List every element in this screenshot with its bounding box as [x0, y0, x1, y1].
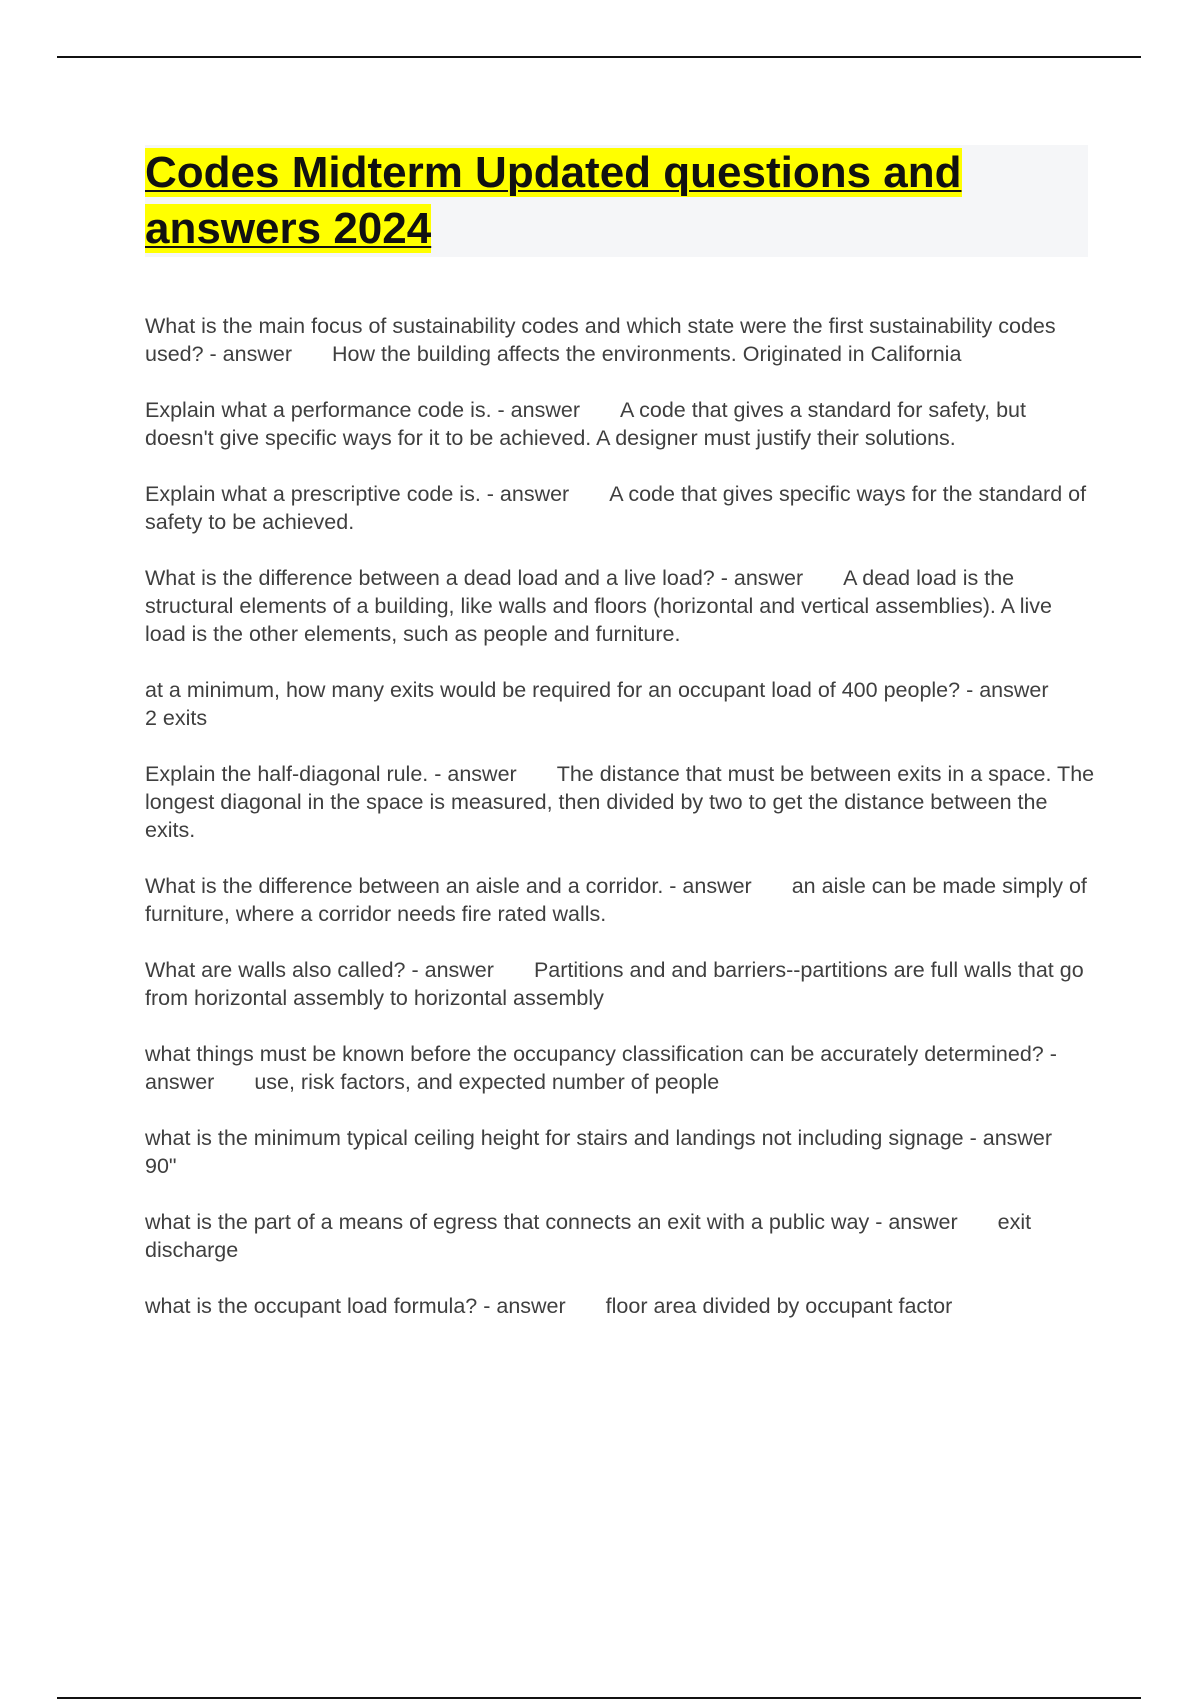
- qa-item: [145, 480, 1095, 536]
- question-text: what is the part of a means of egress that connects an exit with a public way - answer: [145, 1210, 958, 1234]
- question-text: What is the difference between an aisle and a corridor. - answer: [145, 874, 752, 898]
- answer-text: The distance that must be between exits in a space. The longest diagonal in the space is measured, then divided by two to get the distance between the exits.: [145, 762, 1095, 842]
- qa-item: [145, 956, 1095, 1012]
- answer-text: A code that gives a standard for safety, but doesn't give specific ways for it to be achieved. A designer must justify their solutions.: [145, 398, 1026, 450]
- answer-text: use, risk factors, and expected number of people: [254, 1070, 720, 1094]
- top-rule: [57, 56, 1141, 58]
- qa-item: [145, 564, 1095, 648]
- answer-text: A code that gives specific ways for the standard of safety to be achieved.: [145, 482, 1087, 534]
- question-text: Explain what a prescriptive code is. - answer: [145, 482, 570, 506]
- qa-item: [145, 396, 1095, 452]
- question-text: What are walls also called? - answer: [145, 958, 494, 982]
- answer-text: 2 exits: [145, 706, 208, 730]
- qa-item: [145, 312, 1095, 368]
- answer-text: Partitions and and barriers--partitions are full walls that go from horizontal assembly to horizontal assembly: [145, 958, 1084, 1010]
- answer-text: floor area divided by occupant factor: [605, 1294, 953, 1318]
- qa-list: [145, 312, 1095, 1348]
- question-text: Explain the half-diagonal rule. - answer: [145, 762, 517, 786]
- question-text: what is the minimum typical ceiling height for stairs and landings not including signage - answer: [145, 1126, 1053, 1150]
- document-title-text: Codes Midterm Updated questions and answers 2024: [145, 148, 962, 253]
- answer-text: an aisle can be made simply of furniture, where a corridor needs fire rated walls.: [145, 874, 1087, 926]
- qa-item: [145, 872, 1095, 928]
- bottom-rule: [57, 1697, 1141, 1699]
- qa-item: [145, 1040, 1095, 1096]
- question-text: what things must be known before the occupancy classification can be accurately determined? - answer: [145, 1042, 1057, 1094]
- qa-item: [145, 676, 1095, 732]
- answer-text: A dead load is the structural elements of a building, like walls and floors (horizontal and vertical assemblies). A live load is the other elements, such as people and furniture.: [145, 566, 1053, 646]
- question-text: What is the difference between a dead load and a live load? - answer: [145, 566, 804, 590]
- answer-text: How the building affects the environments. Originated in California: [332, 342, 962, 366]
- qa-item: [145, 760, 1095, 844]
- qa-item: [145, 1292, 1095, 1320]
- question-text: What is the main focus of sustainability codes and which state were the first sustainability codes used? - answer: [145, 314, 1056, 366]
- answer-text: 90": [145, 1154, 177, 1178]
- question-text: Explain what a performance code is. - answer: [145, 398, 580, 422]
- question-text: what is the occupant load formula? - answer: [145, 1294, 566, 1318]
- qa-item: [145, 1208, 1095, 1264]
- title-block: [145, 145, 1088, 257]
- qa-item: [145, 1124, 1095, 1180]
- question-text: at a minimum, how many exits would be required for an occupant load of 400 people? - answer: [145, 678, 1049, 702]
- document-title: [145, 145, 1075, 257]
- answer-text: exit discharge: [145, 1210, 1032, 1262]
